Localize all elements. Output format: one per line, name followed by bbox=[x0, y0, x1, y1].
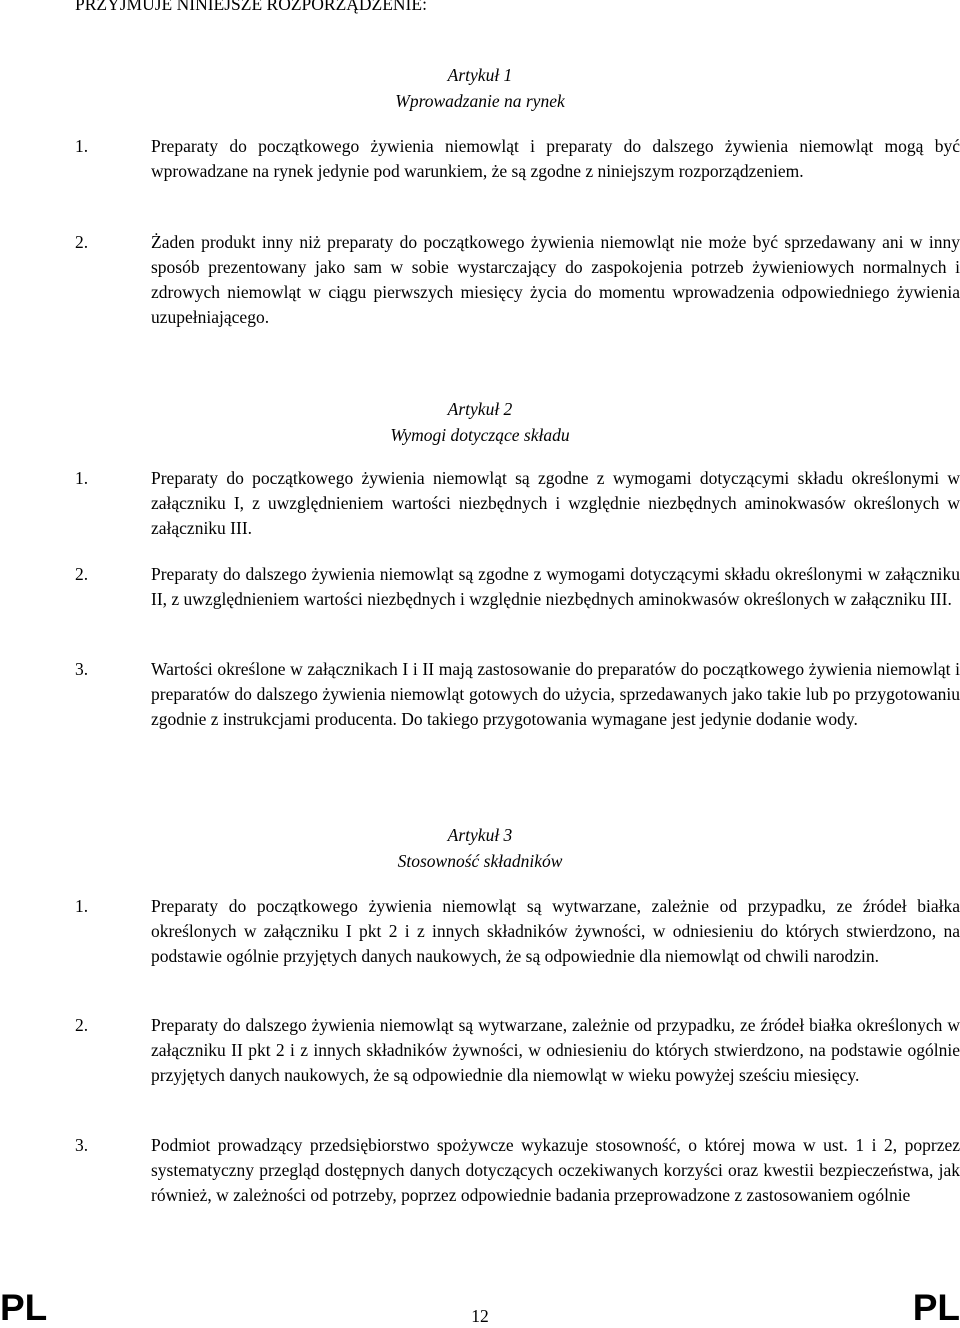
intro-line: PRZYJMUJE NINIEJSZE ROZPORZĄDZENIE: bbox=[75, 0, 427, 14]
page-number: 12 bbox=[471, 1306, 489, 1326]
paragraph-text: Preparaty do dalszego żywienia niemowląt są wytwarzane, zależnie od przypadku, ze źródeł białka określonych w załączniku II pkt 2 i z innych składników żywności, w odniesieniu do których stwierdzono, na podstawie ogólnie przyjętych danych naukowych, że są odpowiednie dla niemowląt w wieku powyżej sześciu miesięcy. bbox=[151, 1015, 960, 1085]
paragraph-text: Preparaty do dalszego żywienia niemowląt są zgodne z wymogami dotyczącymi składu określonymi w załączniku II, z uwzględnieniem wartości niezbędnych i względnie niezbędnych aminokwasów określonych w załączniku III. bbox=[151, 564, 960, 609]
article-3-heading bbox=[0, 822, 960, 874]
article-title: Stosowność składników bbox=[397, 851, 563, 871]
footer-language-code-right: PL bbox=[912, 1287, 960, 1328]
paragraph-text: Preparaty do początkowego żywienia niemowląt są wytwarzane, zależnie od przypadku, ze źródeł białka określonych w załączniku I pkt 2 i z innych składników żywności, w odniesieniu do których stwierdzono, na podstawie ogólnie przyjętych danych naukowych, że są odpowiednie dla niemowląt od chwili narodzin. bbox=[151, 896, 960, 966]
paragraph-text: Preparaty do początkowego żywienia niemowląt i preparaty do dalszego żywienia niemowląt mogą być wprowadzane na rynek jedynie pod warunkiem, że są zgodne z niniejszym rozporządzeniem. bbox=[151, 136, 960, 181]
paragraph-text: Preparaty do początkowego żywienia niemowląt są zgodne z wymogami dotyczącymi składu określonymi w załączniku I, z uwzględnieniem wartości niezbędnych i względnie niezbędnych aminokwasów określonych w załączniku III. bbox=[151, 468, 960, 538]
paragraph-number: 1. bbox=[75, 468, 89, 488]
article-number: Artykuł 1 bbox=[447, 65, 513, 85]
paragraph-number: 1. bbox=[75, 136, 89, 156]
paragraph-number: 2. bbox=[75, 564, 89, 584]
paragraph-number: 2. bbox=[75, 232, 89, 252]
paragraph-number: 2. bbox=[75, 1015, 89, 1035]
paragraph-number: 3. bbox=[75, 659, 89, 679]
article-1-heading bbox=[0, 62, 960, 114]
article-number: Artykuł 3 bbox=[447, 825, 513, 845]
article-2-heading bbox=[0, 396, 960, 448]
article-title: Wprowadzanie na rynek bbox=[395, 91, 565, 111]
footer-language-code-left: PL bbox=[0, 1287, 48, 1328]
paragraph-text: Wartości określone w załącznikach I i II mają zastosowanie do preparatów do początkowego żywienia niemowląt i preparatów do dalszego żywienia niemowląt gotowych do użycia, sprzedawanych jako takie lub po przygotowaniu zgodnie z instrukcjami producenta. Do takiego przygotowania wymagane jest jedynie dodanie wody. bbox=[151, 659, 960, 729]
article-title: Wymogi dotyczące składu bbox=[390, 425, 570, 445]
paragraph-text: Podmiot prowadzący przedsiębiorstwo spożywcze wykazuje stosowność, o której mowa w ust. 1 i 2, poprzez systematyczny przegląd dostępnych danych dotyczących oczekiwanych korzyści oraz kwestii bezpieczeństwa, jak również, w zależności od potrzeby, poprzez odpowiednie badania przeprowadzone z zastosowaniem ogólnie bbox=[151, 1135, 960, 1205]
paragraph-text: Żaden produkt inny niż preparaty do początkowego żywienia niemowląt nie może być sprzedawany ani w inny sposób prezentowany jako sam w sobie wystarczający do zaspokojenia potrzeb żywieniowych normalnych i zdrowych niemowląt w ciągu pierwszych miesięcy życia do momentu wprowadzenia odpowiedniego żywienia uzupełniającego. bbox=[151, 232, 960, 327]
paragraph-number: 1. bbox=[75, 896, 89, 916]
paragraph-number: 3. bbox=[75, 1135, 89, 1155]
article-number: Artykuł 2 bbox=[447, 399, 513, 419]
